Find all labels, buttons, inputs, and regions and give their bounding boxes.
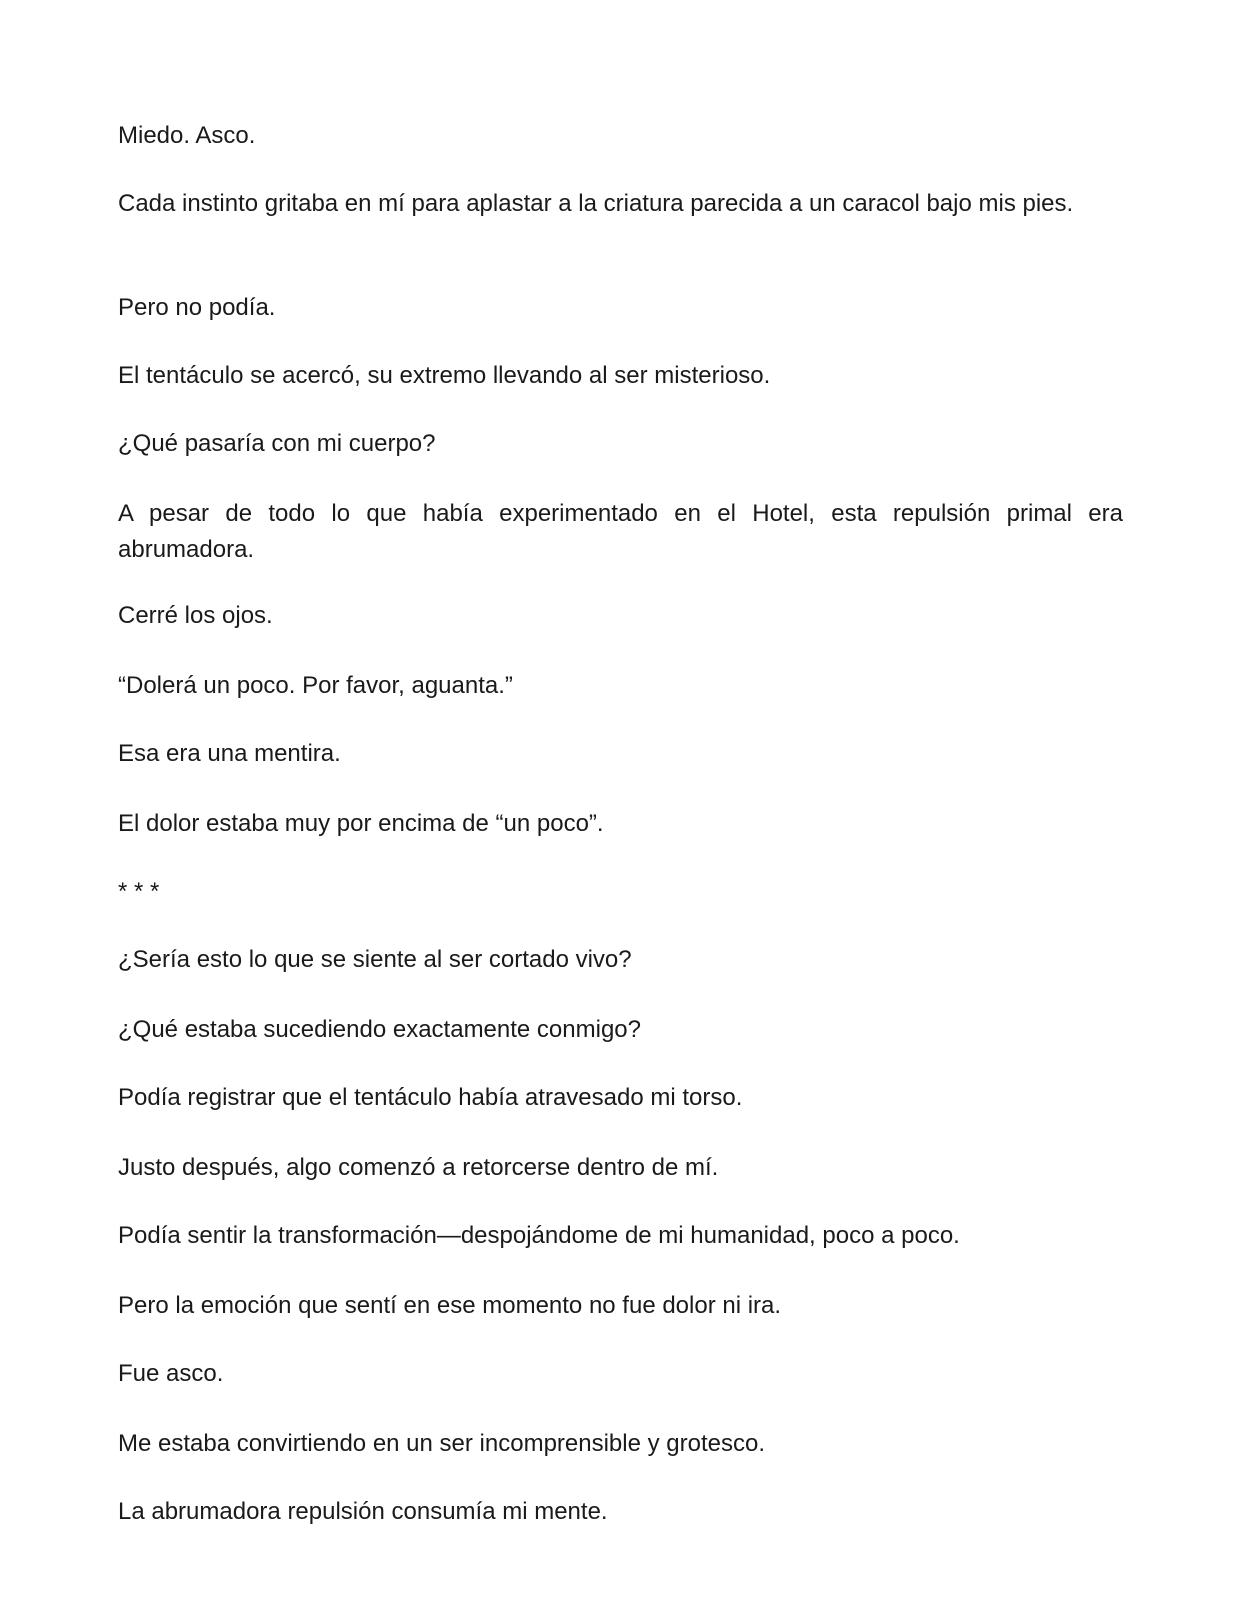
- paragraph: Justo después, algo comenzó a retorcerse dentro de mí.: [118, 1154, 719, 1181]
- paragraph: Miedo. Asco.: [118, 122, 256, 149]
- paragraph: Cerré los ojos.: [118, 602, 273, 629]
- paragraph: Me estaba convirtiendo en un ser incomprensible y grotesco.: [118, 1430, 766, 1457]
- paragraph: A pesar de todo lo que había experimentado en el Hotel, esta repulsión primal era abrumadora.: [118, 500, 1123, 563]
- paragraph: El dolor estaba muy por encima de “un poco”.: [118, 810, 604, 837]
- paragraph: Pero no podía.: [118, 294, 276, 321]
- paragraph: Fue asco.: [118, 1360, 224, 1387]
- paragraph: Pero la emoción que sentí en ese momento no fue dolor ni ira.: [118, 1292, 782, 1319]
- scene-break: * * *: [118, 878, 160, 905]
- paragraph: El tentáculo se acercó, su extremo llevando al ser misterioso.: [118, 362, 771, 389]
- paragraph: ¿Qué pasaría con mi cuerpo?: [118, 430, 436, 457]
- paragraph: ¿Sería esto lo que se siente al ser cortado vivo?: [118, 946, 632, 973]
- paragraph: La abrumadora repulsión consumía mi mente.: [118, 1498, 608, 1525]
- paragraph: Podía sentir la transformación—despojándome de mi humanidad, poco a poco.: [118, 1222, 960, 1249]
- paragraph: “Dolerá un poco. Por favor, aguanta.”: [118, 672, 513, 699]
- paragraph: Cada instinto gritaba en mí para aplastar a la criatura parecida a un caracol bajo mis pies.: [118, 190, 1074, 217]
- paragraph: Esa era una mentira.: [118, 740, 341, 767]
- paragraph: ¿Qué estaba sucediendo exactamente conmigo?: [118, 1016, 641, 1043]
- paragraph: Podía registrar que el tentáculo había atravesado mi torso.: [118, 1084, 743, 1111]
